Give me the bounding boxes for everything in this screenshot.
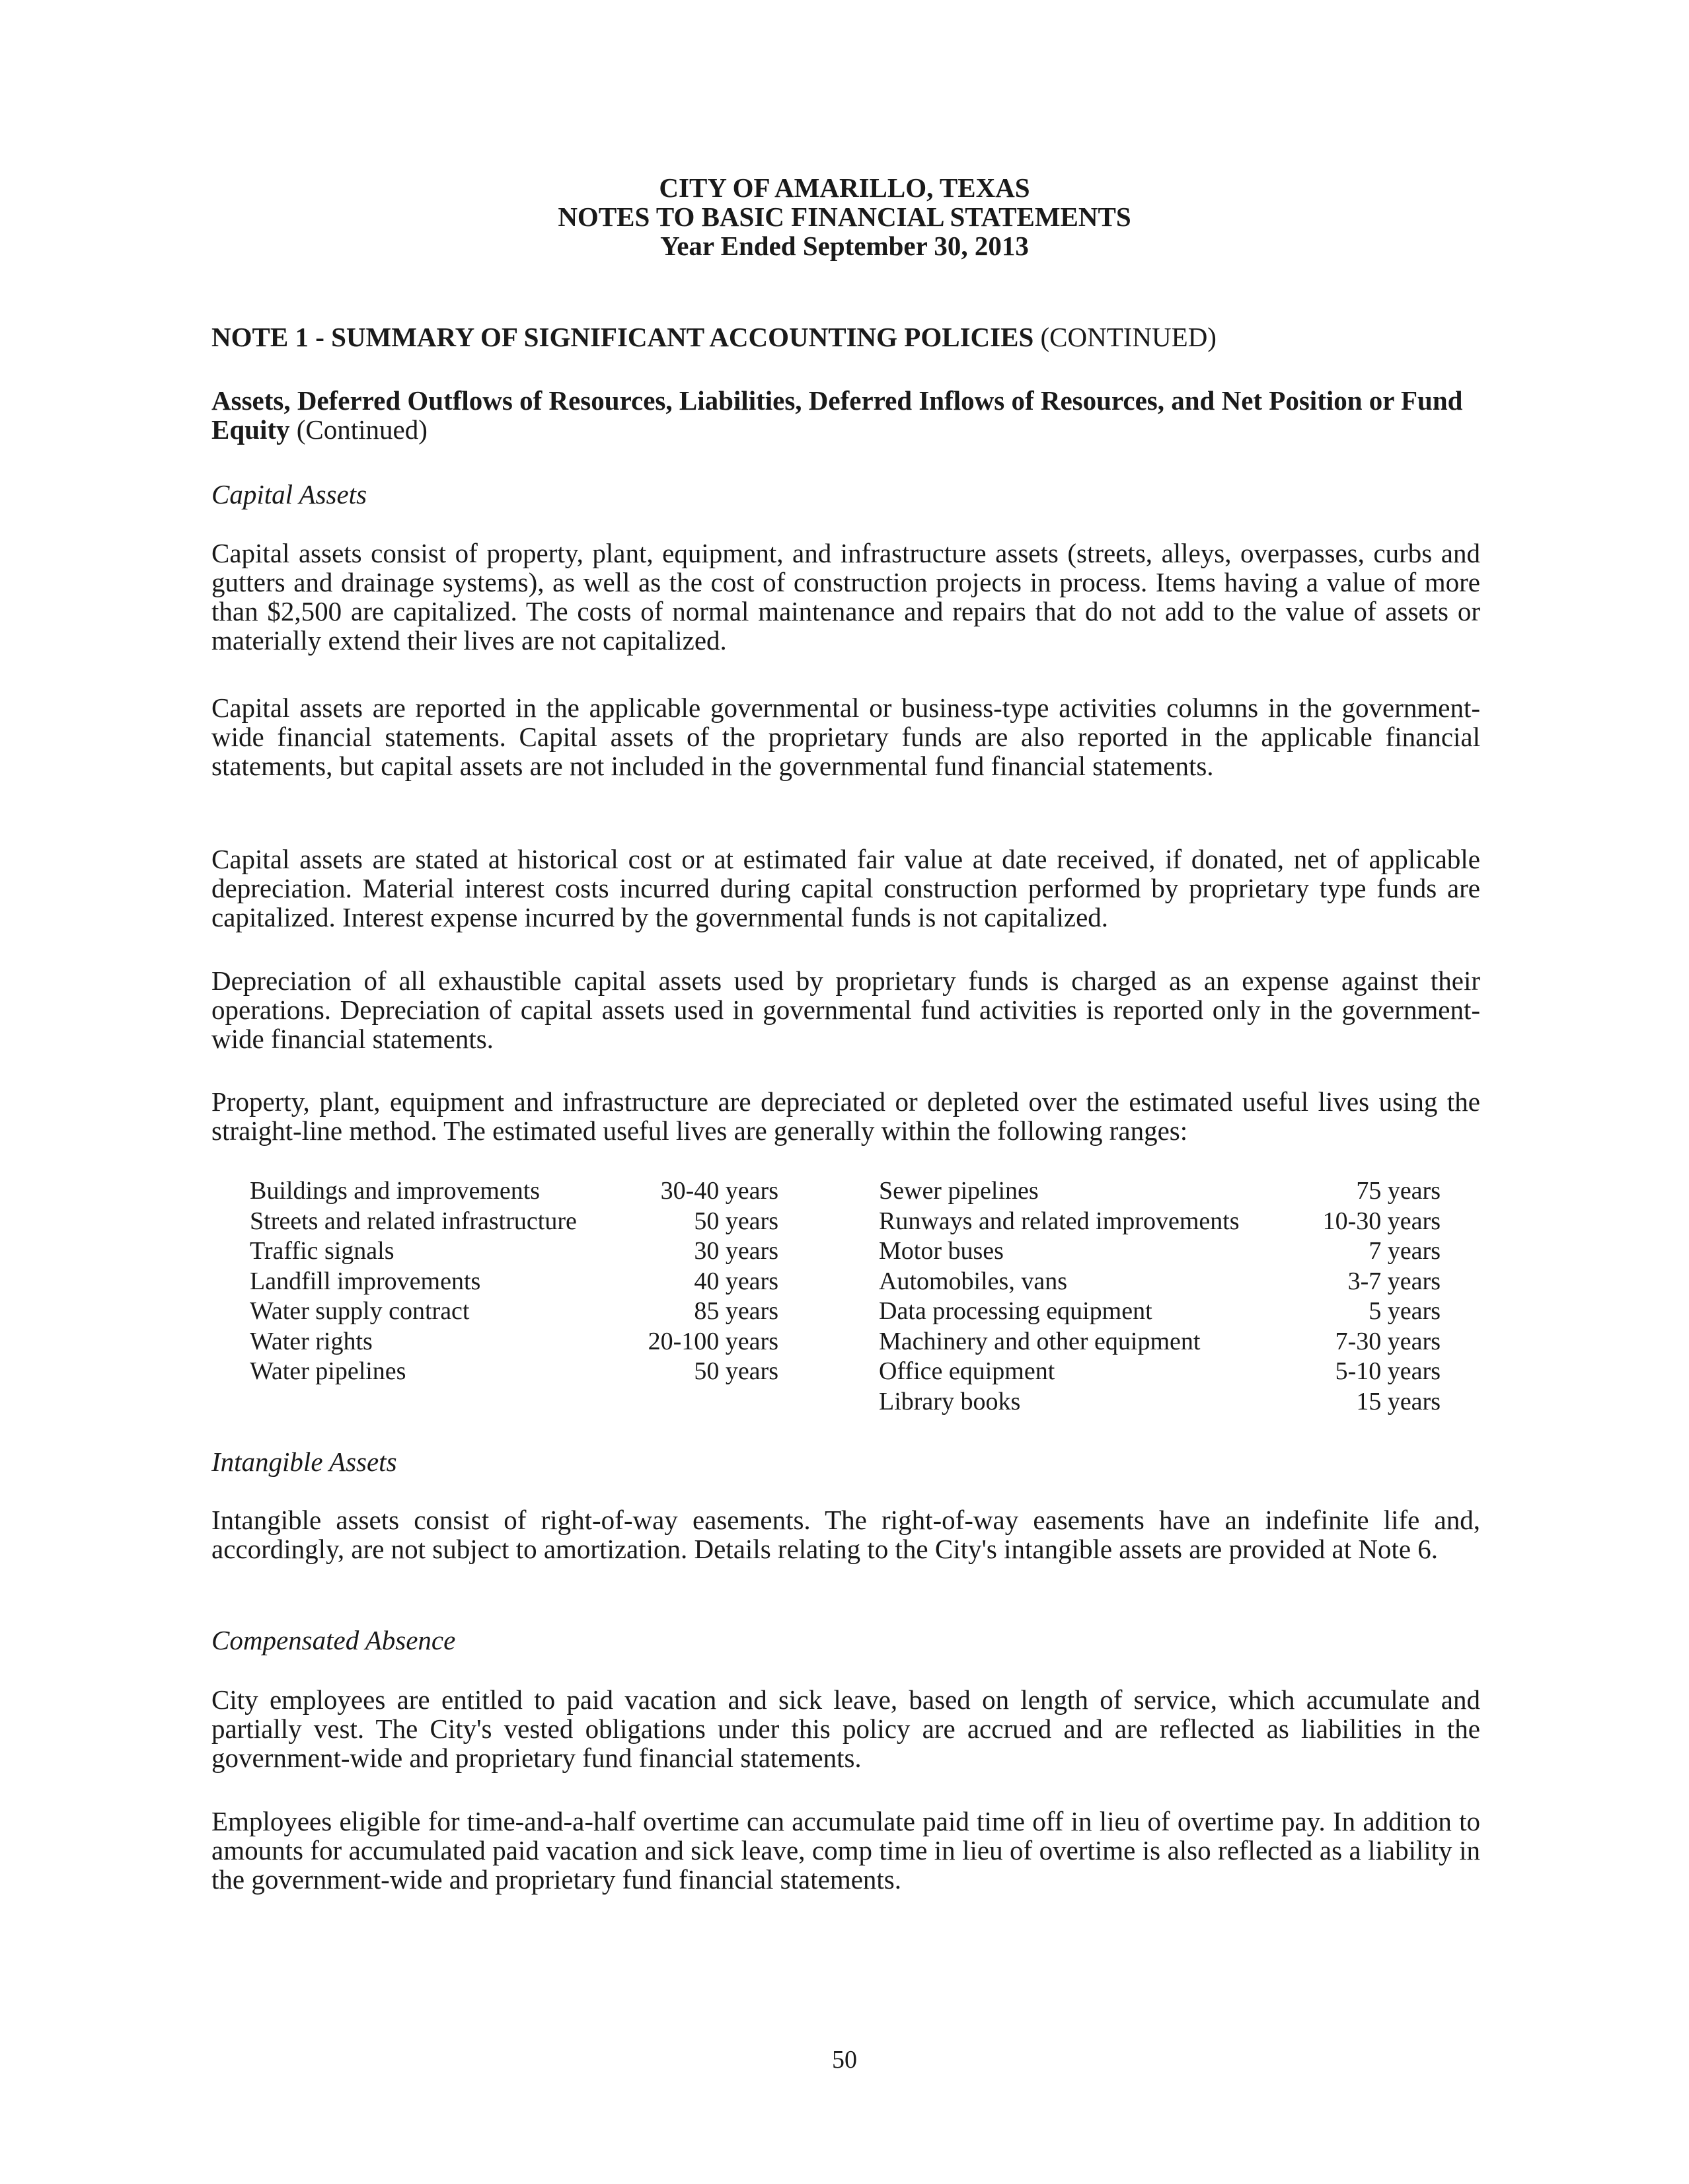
note-title-suffix: (CONTINUED) — [1033, 322, 1217, 352]
header-entity: CITY OF AMARILLO, TEXAS — [659, 172, 1030, 203]
capital-assets-paragraph-2: Capital assets are reported in the applicable governmental or business-type activities columns in the government-wide financial statements. Capital assets of the proprietary funds are also reported in the applicable financial statements, but capital assets are not included in the governmental fund financial statements. — [211, 693, 1480, 781]
asset-life: 7-30 years — [1335, 1327, 1441, 1355]
asset-name: Buildings and improvements — [250, 1177, 541, 1205]
asset-name: Water supply contract — [250, 1297, 470, 1325]
intangible-assets-heading: Intangible Assets — [211, 1447, 397, 1477]
table-row — [250, 1176, 778, 1207]
table-row — [250, 1327, 778, 1357]
table-row — [250, 1236, 778, 1267]
asset-life: 40 years — [694, 1267, 778, 1295]
asset-life: 15 years — [1356, 1387, 1441, 1415]
asset-life: 10-30 years — [1322, 1207, 1441, 1235]
subheading-suffix: (Continued) — [289, 414, 428, 445]
asset-name: Water pipelines — [250, 1357, 406, 1385]
asset-name: Library books — [879, 1387, 1021, 1415]
table-row — [250, 1357, 778, 1387]
asset-life: 3-7 years — [1347, 1267, 1441, 1295]
table-row — [879, 1207, 1441, 1237]
table-row — [879, 1267, 1441, 1297]
table-row — [879, 1236, 1441, 1267]
table-row — [879, 1297, 1441, 1327]
page-number: 50 — [832, 2046, 857, 2074]
asset-name: Water rights — [250, 1327, 373, 1355]
table-row — [879, 1327, 1441, 1357]
asset-name: Runways and related improvements — [879, 1207, 1240, 1235]
asset-life: 30 years — [694, 1237, 778, 1265]
table-row — [250, 1207, 778, 1237]
compensated-absence-heading: Compensated Absence — [211, 1625, 456, 1655]
asset-name: Streets and related infrastructure — [250, 1207, 577, 1235]
section-subheading — [211, 386, 1480, 444]
asset-name: Automobiles, vans — [879, 1267, 1067, 1295]
asset-name: Motor buses — [879, 1237, 1004, 1265]
table-row — [879, 1176, 1441, 1207]
header-period: Year Ended September 30, 2013 — [660, 231, 1029, 261]
asset-life: 5-10 years — [1335, 1357, 1441, 1385]
intangible-assets-paragraph: Intangible assets consist of right-of-way easements. The right-of-way easements have an indefinite life and, accordingly, are not subject to amortization. Details relating to the City's intangible assets are provided at Note 6. — [211, 1505, 1480, 1564]
subheading-bold: Assets, Deferred Outflows of Resources, Liabilities, Deferred Inflows of Resources, and Net Position or Fund Equity — [211, 385, 1463, 445]
asset-name: Machinery and other equipment — [879, 1327, 1201, 1355]
table-row — [250, 1267, 778, 1297]
asset-life: 85 years — [694, 1297, 778, 1325]
asset-life: 50 years — [694, 1207, 778, 1235]
asset-life: 5 years — [1369, 1297, 1441, 1325]
capital-assets-paragraph-1: Capital assets consist of property, plant, equipment, and infrastructure assets (streets, alleys, overpasses, curbs and gutters and drainage systems), as well as the cost of construction projects in process. Items having a value of more than $2,500 are capitalized. The costs of normal maintenance and repairs that do not add to the value of assets or materially extend their lives are not capitalized. — [211, 538, 1480, 656]
capital-assets-paragraph-5: Property, plant, equipment and infrastructure are depreciated or depleted over the estimated useful lives using the straight-line method. The estimated useful lives are generally within the following ranges: — [211, 1086, 1480, 1146]
capital-assets-paragraph-4: Depreciation of all exhaustible capital assets used by proprietary funds is charged as an expense against their operations. Depreciation of capital assets used in governmental fund activities is reported only in the government-wide financial statements. — [211, 965, 1480, 1054]
asset-name: Sewer pipelines — [879, 1177, 1039, 1205]
table-row — [879, 1387, 1441, 1417]
table-row — [250, 1297, 778, 1327]
asset-life: 50 years — [694, 1357, 778, 1385]
compensated-absence-paragraph-2: Employees eligible for time-and-a-half overtime can accumulate paid time off in lieu of overtime pay. In addition to amounts for accumulated paid vacation and sick leave, comp time in lieu of overtime is also reflected as a liability in the government-wide and proprietary fund financial statements. — [211, 1806, 1480, 1895]
asset-life: 30-40 years — [660, 1177, 778, 1205]
asset-life: 75 years — [1356, 1177, 1441, 1205]
asset-name: Landfill improvements — [250, 1267, 481, 1295]
capital-assets-paragraph-3: Capital assets are stated at historical cost or at estimated fair value at date received, if donated, net of applicable depreciation. Material interest costs incurred during capital construction performed by proprietary type funds are capitalized. Interest expense incurred by the governmental funds is not capitalized. — [211, 844, 1480, 932]
page-header — [0, 173, 1689, 260]
capital-assets-heading: Capital Assets — [211, 479, 367, 509]
asset-name: Office equipment — [879, 1357, 1055, 1385]
header-title: NOTES TO BASIC FINANCIAL STATEMENTS — [558, 202, 1131, 232]
asset-name: Data processing equipment — [879, 1297, 1152, 1325]
asset-life: 20-100 years — [648, 1327, 778, 1355]
asset-name: Traffic signals — [250, 1237, 394, 1265]
note-title-bold: NOTE 1 - SUMMARY OF SIGNIFICANT ACCOUNTING POLICIES — [211, 322, 1034, 352]
table-row — [879, 1357, 1441, 1387]
useful-lives-table-left — [250, 1176, 778, 1387]
compensated-absence-paragraph-1: City employees are entitled to paid vacation and sick leave, based on length of service, which accumulate and partially vest. The City's vested obligations under this policy are accrued and are reflected as liabilities in the government-wide and proprietary fund financial statements. — [211, 1684, 1480, 1773]
note-title — [211, 322, 1480, 352]
asset-life: 7 years — [1369, 1237, 1441, 1265]
useful-lives-table-right — [879, 1176, 1441, 1417]
